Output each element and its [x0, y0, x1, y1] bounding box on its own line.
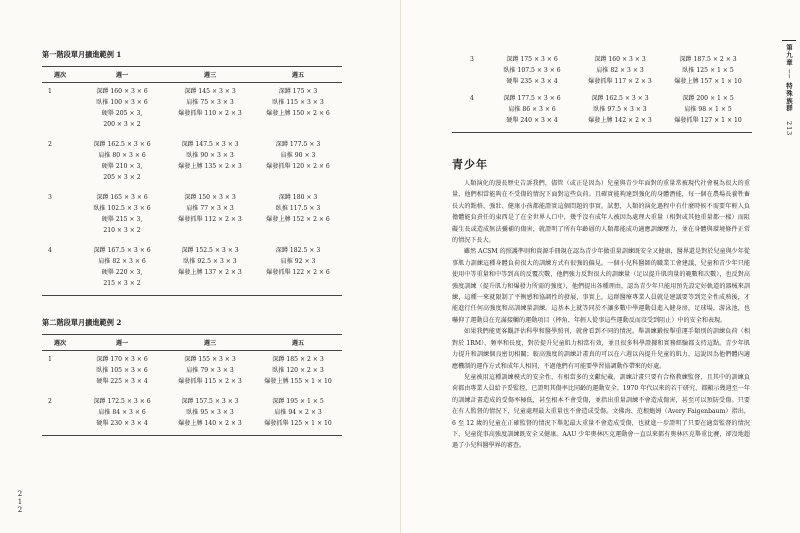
table-row	[42, 393, 342, 436]
table-2-continuation	[452, 54, 752, 133]
exercise-entry: 爆發上膊 142 × 2 × 3	[588, 117, 652, 124]
week-number: 3	[470, 56, 474, 63]
friday-cell	[254, 136, 342, 189]
table-row	[452, 93, 752, 133]
exercise-entry: 210 × 3 × 2	[103, 227, 141, 234]
friday-cell	[254, 393, 342, 436]
exercise-entry: 硬舉 205 × 3,	[101, 110, 143, 117]
friday-cell	[254, 351, 342, 394]
exercise-entry: 深蹲 157.5 × 3 × 3	[181, 398, 239, 405]
table-2-header-fri: 週五	[254, 335, 342, 351]
exercise-entry: 深蹲 175 × 3 × 6	[506, 56, 558, 63]
wednesday-cell	[576, 54, 664, 93]
exercise-entry: 臥推 105 × 3 × 6	[96, 367, 148, 374]
table-1-header-mon: 週一	[78, 67, 166, 83]
week-number: 2	[48, 141, 52, 148]
exercise-entry: 肩推 90 × 3	[280, 152, 316, 159]
right-page-number: 213	[785, 121, 793, 137]
table-2-header-wed: 週三	[166, 335, 254, 351]
chapter-tab-label: 第九章 ── 特殊族群	[785, 44, 793, 112]
wednesday-cell	[576, 93, 664, 133]
exercise-entry: 臥推 125 × 1 × 5	[682, 67, 734, 74]
section-title: 青少年	[452, 158, 488, 171]
exercise-entry: 爆發上膊 152 × 2 × 6	[266, 216, 330, 223]
exercise-entry: 深蹲 152.5 × 3 × 3	[181, 247, 239, 254]
monday-cell	[78, 189, 166, 242]
exercise-entry: 深蹲 185 × 2 × 3	[272, 356, 324, 363]
table-1-header-row	[42, 67, 342, 83]
tab-rule	[782, 40, 796, 41]
exercise-entry: 深蹲 182.5 × 3	[275, 247, 321, 254]
exercise-entry: 深蹲 167.5 × 3 × 6	[93, 247, 151, 254]
exercise-entry: 硬舉 210 × 3,	[101, 163, 143, 170]
exercise-entry: 爆發上膊 150 × 2 × 6	[266, 110, 330, 117]
exercise-entry: 臥推 102.5 × 3 × 6	[93, 205, 151, 212]
table-2-title: 第二階段單月擴進範例 2	[42, 318, 122, 327]
exercise-entry: 臥推 107.5 × 3 × 6	[503, 67, 561, 74]
wednesday-cell	[166, 393, 254, 436]
paragraph: 兒童被用這種訓練模式的安全性，有相當多的文獻紀載，訓練計畫只要有合格教練監督，且其中的訓練負荷都由專業人員給予妥監控，已證明其傷率比同齡的運動安全。1970 年代以來的若干研究，都顯示幾週至一年的訓練計畫造成的受傷率極低，甚至根本不會受傷，並指出重量訓練不會造成傷害，甚至可以預防受傷。只要在有人監督的情況下，兒童處理最大重量也不會造成受傷。文佛海、范根鮑姆（Avery Faigenbaum）指出，6 至 12 歲的兒童在正確監督的情況下舉起最大重量不會造成受傷，也就進一步證明了只要在適當監督的情況下，兒童從事高強度訓練既安全又健康。AAU 少年奧林匹克運動會一直以來都有奧林匹克舉重比賽，卻沒地超過了小兒科醫學界的審查。	[452, 373, 750, 450]
exercise-entry: 深蹲 187.5 × 2 × 3	[679, 56, 737, 63]
folio-digit: 2	[17, 490, 23, 498]
exercise-entry: 硬舉 215 × 3,	[101, 216, 143, 223]
exercise-entry: 深蹲 155 × 3 × 3	[184, 356, 236, 363]
table-2-header-row	[42, 335, 342, 351]
exercise-entry: 深蹲 150 × 3 × 3	[184, 194, 236, 201]
exercise-entry: 肩推 94 × 2 × 3	[274, 409, 322, 416]
table-row	[42, 83, 342, 137]
exercise-entry: 爆發抓舉 117 × 2 × 3	[588, 78, 652, 85]
exercise-entry: 臥推 100 × 3 × 6	[96, 99, 148, 106]
monday-cell	[78, 351, 166, 394]
table-1-title: 第一階段單月擴進範例 1	[42, 50, 122, 59]
paragraph: 雖然 ACSM 的照護準則和資源手冊現在認為青少年做重量訓練既安全又健康，醫界還是對於兒童與少年從事肌力訓練這種身體負荷很大的訓練方式有很強的偏見。一個小兒科醫師的職業工會建議，兒童和青少年只能使用中等重量和中等到高的反覆次數，他們強力反對很大的訓練量（足以提升肌肉量的範數和次數），也反對高強度訓練（提升肌力和爆發力所需的強度），他們提出各種理由，認為青少年只能用預先設定好軌道的器械來訓練，這種一來就限制了平衡感和協調性的發展，事實上，這群醫療專業人員就是建議要等到完全性成熟後，才能進行任何高強度和高訓練量訓練。這基本上就等同於不讓多數中學運動員進入健身房，足球場，游泳池，也嚇抑了運動員在充滿接觸的運動項目（摔角、年輕人從事這些運動反而沒受到阻止）中的安全和表現。	[452, 248, 750, 324]
monday-cell	[78, 83, 166, 137]
exercise-entry: 205 × 3 × 2	[103, 174, 141, 181]
monday-cell	[78, 393, 166, 436]
exercise-entry: 深蹲 172.5 × 3 × 6	[93, 398, 151, 405]
table-2-header-week: 週次	[42, 335, 78, 351]
exercise-entry: 深蹲 200 × 1 × 5	[682, 95, 734, 102]
table-row	[452, 54, 752, 93]
exercise-entry: 臥推 120 × 2 × 3	[272, 367, 324, 374]
week-number: 4	[452, 93, 488, 133]
exercise-entry: 深蹲 170 × 3 × 6	[96, 356, 148, 363]
exercise-entry: 肩推 80 × 3 × 6	[98, 152, 146, 159]
table-row	[42, 136, 342, 189]
wednesday-cell	[166, 136, 254, 189]
left-page-number	[15, 490, 25, 514]
exercise-entry: 臥推 95 × 3 × 3	[186, 409, 234, 416]
table-1-header-wed: 週三	[166, 67, 254, 83]
exercise-entry: 深蹲 177.5 × 3 × 6	[503, 95, 561, 102]
exercise-entry: 深蹲 177.5 × 3	[275, 141, 321, 148]
wednesday-cell	[166, 351, 254, 394]
exercise-entry: 臥推 117.5 × 3	[275, 205, 321, 212]
exercise-entry: 臥推 92.5 × 3 × 3	[183, 258, 237, 265]
week-number: 1	[48, 356, 52, 363]
monday-cell	[488, 93, 576, 133]
exercise-entry: 深蹲 145 × 3 × 3	[184, 88, 236, 95]
exercise-entry: 深蹲 160 × 3 × 3	[594, 56, 646, 63]
exercise-entry: 200 × 3 × 2	[103, 121, 141, 128]
week-number: 2	[42, 393, 78, 436]
exercise-entry: 爆發抓舉 122 × 2 × 6	[266, 269, 330, 276]
table-2	[42, 318, 342, 436]
week-number: 3	[48, 194, 52, 201]
exercise-entry: 臥推 115 × 3 × 3	[272, 99, 324, 106]
exercise-entry: 深蹲 195 × 1 × 5	[272, 398, 324, 405]
table-1-grid	[42, 66, 342, 296]
exercise-entry: 肩推 75 × 3 × 3	[186, 99, 234, 106]
table-2-header-mon: 週一	[78, 335, 166, 351]
exercise-entry: 肩推 82 × 3 × 6	[98, 258, 146, 265]
table-1-header-week: 週次	[42, 67, 78, 83]
exercise-entry: 深蹲 180 × 3	[278, 194, 318, 201]
table-1	[42, 50, 342, 296]
exercise-entry: 爆發抓舉 110 × 2 × 3	[178, 110, 242, 117]
exercise-entry: 肩推 77 × 3 × 3	[186, 205, 234, 212]
exercise-entry: 肩推 92 × 3	[280, 258, 316, 265]
friday-cell	[254, 189, 342, 242]
exercise-entry: 爆發上膊 140 × 2 × 3	[178, 420, 242, 427]
exercise-entry: 硬舉 230 × 3 × 4	[96, 420, 148, 427]
exercise-entry: 肩推 84 × 3 × 6	[98, 409, 146, 416]
exercise-entry: 硬舉 240 × 3 × 4	[506, 117, 558, 124]
monday-cell	[78, 242, 166, 296]
exercise-entry: 肩推 86 × 3 × 6	[508, 106, 556, 113]
exercise-entry: 爆發抓舉 125 × 1 × 10	[264, 420, 332, 427]
wednesday-cell	[166, 242, 254, 296]
table-2-continuation-grid	[452, 54, 752, 133]
paragraph: 如果我們能更客觀評估科學和醫學照刊，就會看到不同的情況。舉訓練鍛按舉重運手類別的訓練負荷（相對於 1RM）、頻率和長度，對於提升兒童肌力相當有效，並且很多科學證據和實務經驗都支持這點。青少年肌力提升和訓練個良密切相關；較高強度的訓練計畫真的可以在六週以內提升兒童的肌力，這說因為他們體內適應機制的運作方式和成年人相同，不過他們有可能要學習協調動作帶來的好處。	[452, 328, 750, 370]
body-text	[452, 178, 750, 452]
folio-digit: 2	[17, 506, 23, 514]
table-1-header-fri: 週五	[254, 67, 342, 83]
wednesday-cell	[166, 83, 254, 137]
exercise-entry: 肩推 79 × 3 × 3	[186, 367, 234, 374]
exercise-entry: 臥推 90 × 3 × 3	[186, 152, 234, 159]
exercise-entry: 深蹲 160 × 3 × 6	[96, 88, 148, 95]
exercise-entry: 硬舉 235 × 3 × 4	[506, 78, 558, 85]
exercise-entry: 臥推 97.5 × 3 × 3	[593, 106, 647, 113]
exercise-entry: 深蹲 162.5 × 3 × 3	[591, 95, 649, 102]
exercise-entry: 215 × 3 × 2	[103, 280, 141, 287]
table-row	[42, 242, 342, 296]
exercise-entry: 肩推 98 × 1 × 5	[684, 106, 732, 113]
exercise-entry: 爆發抓舉 112 × 2 × 3	[178, 216, 242, 223]
wednesday-cell	[166, 189, 254, 242]
friday-cell	[254, 83, 342, 137]
friday-cell	[664, 93, 752, 133]
paragraph: 人類演化的漫長歷史告訴我們，儘管（或正是因為）兒童與青少年面對的重量常被現代社會視為很大的重量，他們相當能夠在不受傷的情況下面對這些負荷。且確實能夠達到強化的身體潛能，每一個在農場長養牲畜長大的點格、強壯、健康小孩都能證實這個問題的事實。試想，人類的演化過程中有什麼時候不需要年輕人負擔體能負責任的東西是了在全世界人口中，幾乎沒有成年人被因為處理大重量（相對或其他重量都一樣）而阻礙生長或造成無法彌補的傷害，就證明了所有年齡層的人類都能成功適應訓練壓力，並在身體與環境條件正常的情況下長大。	[452, 180, 750, 245]
exercise-entry: 爆發抓舉 127 × 1 × 10	[674, 117, 742, 124]
exercise-entry: 肩推 82 × 3 × 3	[596, 67, 644, 74]
friday-cell	[664, 54, 752, 93]
table-2-grid	[42, 334, 342, 436]
table-row	[42, 351, 342, 394]
chapter-tab	[785, 44, 794, 136]
monday-cell	[78, 136, 166, 189]
exercise-entry: 深蹲 165 × 3 × 6	[96, 194, 148, 201]
table-row	[42, 189, 342, 242]
exercise-entry: 硬舉 225 × 3 × 4	[96, 378, 148, 385]
exercise-entry: 爆發上膊 157 × 1 × 10	[674, 78, 742, 85]
exercise-entry: 爆發抓舉 115 × 2 × 3	[178, 378, 242, 385]
exercise-entry: 深蹲 162.5 × 3 × 6	[93, 141, 151, 148]
week-number: 1	[48, 88, 52, 95]
exercise-entry: 爆發上膊 135 × 2 × 3	[178, 163, 242, 170]
week-number: 4	[42, 242, 78, 296]
exercise-entry: 深蹲 147.5 × 3 × 3	[181, 141, 239, 148]
monday-cell	[488, 54, 576, 93]
exercise-entry: 爆發抓舉 120 × 2 × 6	[266, 163, 330, 170]
exercise-entry: 硬舉 220 × 3,	[101, 269, 143, 276]
folio-digit: 1	[17, 498, 23, 506]
exercise-entry: 深蹲 175 × 3	[278, 88, 318, 95]
exercise-entry: 爆發上膊 137 × 2 × 3	[178, 269, 242, 276]
friday-cell	[254, 242, 342, 296]
exercise-entry: 爆發上膊 155 × 1 × 10	[264, 378, 332, 385]
